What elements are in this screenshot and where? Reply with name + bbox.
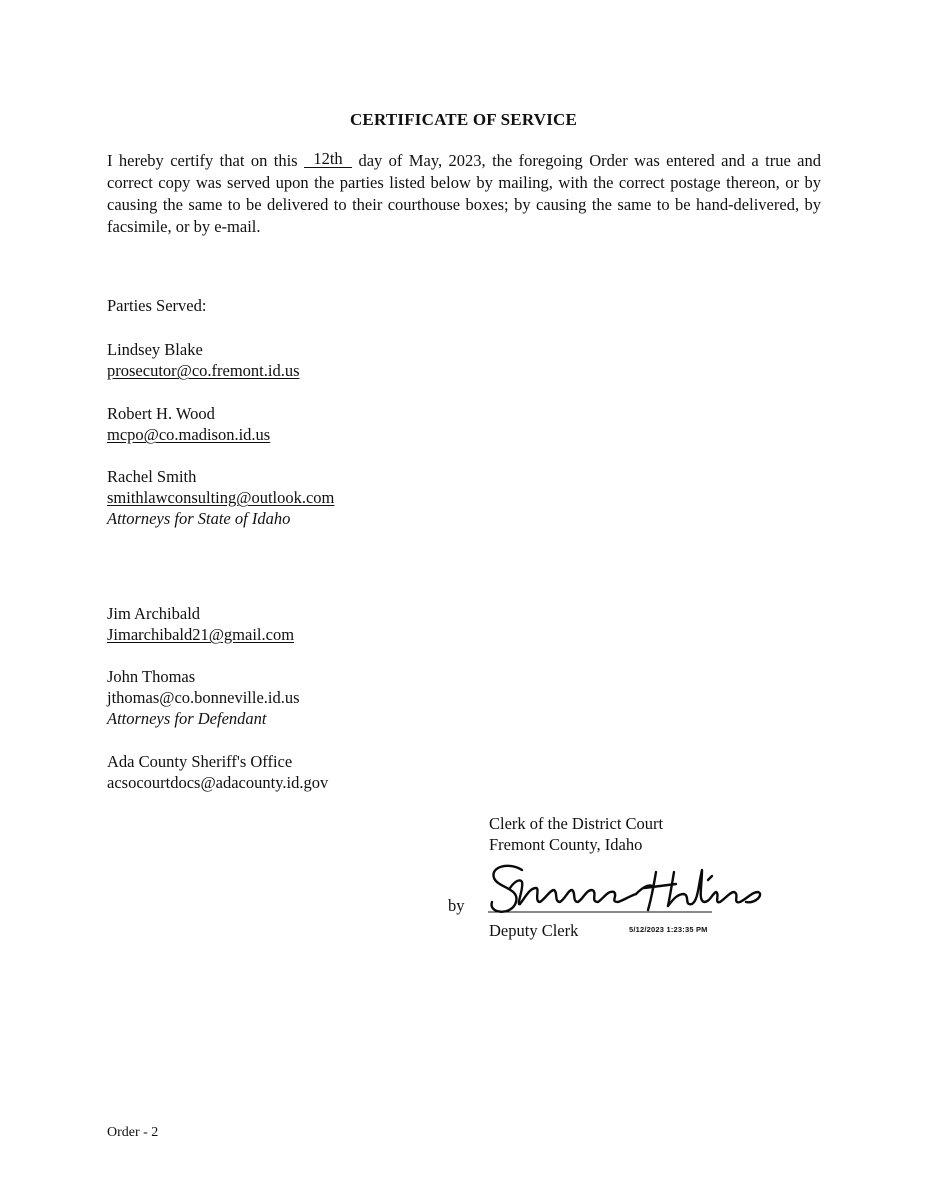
party-email: jthomas@co.bonneville.id.us — [107, 688, 300, 707]
party-name: John Thomas — [107, 667, 196, 686]
page-footer: Order - 2 — [107, 1125, 159, 1140]
party-name: Robert H. Wood — [107, 404, 215, 423]
party-email: mcpo@co.madison.id.us — [107, 425, 271, 444]
day-field: 12th — [304, 150, 352, 168]
clerk-line-2: Fremont County, Idaho — [489, 835, 643, 854]
certification-prefix: I hereby certify that on this — [107, 151, 298, 170]
party-name: Ada County Sheriff's Office — [107, 752, 293, 771]
party-name: Rachel Smith — [107, 467, 197, 486]
signature-timestamp: 5/12/2023 1:23:35 PM — [629, 925, 708, 934]
by-label: by — [448, 896, 465, 915]
deputy-clerk-label: Deputy Clerk — [489, 921, 579, 940]
party-name: Jim Archibald — [107, 604, 201, 623]
party-name: Lindsey Blake — [107, 340, 203, 359]
document-title: CERTIFICATE OF SERVICE — [349, 110, 578, 129]
party-role: Attorneys for Defendant — [107, 709, 267, 728]
party-role: Attorneys for State of Idaho — [107, 509, 291, 528]
party-email: prosecutor@co.fremont.id.us — [107, 361, 300, 380]
clerk-line-1: Clerk of the District Court — [489, 814, 664, 833]
party-email: acsocourtdocs@adacounty.id.gov — [107, 773, 329, 792]
certification-suffix: day of May, 2023, the foregoing Order was entered and a true and correct copy was served upon the parties listed below by mailing, with the correct postage thereon, or by causing the same to be delivered to their courthouse boxes; by causing the same to be hand-delivered, by facsimile, or by e-mail. — [107, 151, 822, 236]
certification-paragraph — [107, 150, 821, 238]
handwritten-signature — [480, 858, 770, 922]
parties-heading: Parties Served: — [107, 296, 207, 315]
party-email: Jimarchibald21@gmail.com — [107, 625, 295, 644]
party-email: smithlawconsulting@outlook.com — [107, 488, 335, 507]
